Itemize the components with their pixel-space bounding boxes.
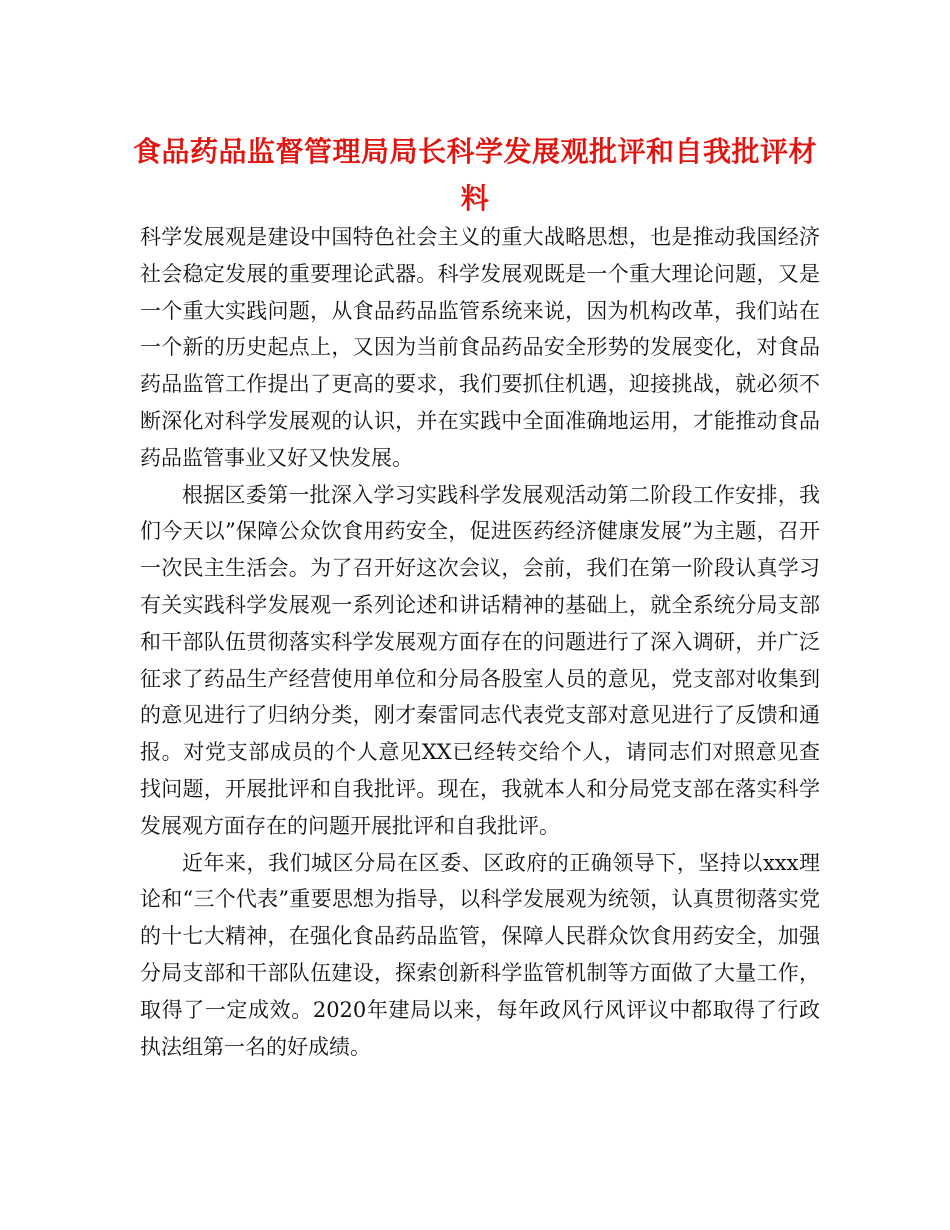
document-body — [140, 219, 820, 1065]
document-title: 食品药品监督管理局局长科学发展观批评和自我批评材料 — [132, 135, 817, 215]
paragraph-3: 近年来，我们城区分局在区委、区政府的正确领导下，坚持以xxx理论和“三个代表”重要思想为指导，以科学发展观为统领，认真贯彻落实党的十七大精神，在强化食品药品监管，保障人民群众饮食用药安全，加强分局支部和干部队伍建设，探索创新科学监管机制等方面做了大量工作，取得了一定成效。2020年建局以来，每年政风行风评议中都取得了行政执法组第一名的好成绩。 — [140, 850, 820, 1059]
paragraph-2: 根据区委第一批深入学习实践科学发展观活动第二阶段工作安排，我们今天以”保障公众饮食用药安全，促进医药经济健康发展”为主题，召开一次民主生活会。为了召开好这次会议，会前，我们在第一阶段认真学习有关实践科学发展观一系列论述和讲话精神的基础上，就全系统分局支部和干部队伍贯彻落实科学发展观方面存在的问题进行了深入调研，并广泛征求了药品生产经营使用单位和分局各股室人员的意见，党支部对收集到的意见进行了归纳分类，刚才秦雷同志代表党支部对意见进行了反馈和通报。对党支部成员的个人意见XX已经转交给个人，请同志们对照意见查找问题，开展批评和自我批评。现在，我就本人和分局党支部在落实科学发展观方面存在的问题开展批评和自我批评。 — [140, 482, 820, 838]
paragraph-1: 科学发展观是建设中国特色社会主义的重大战略思想，也是推动我国经济社会稳定发展的重要理论武器。科学发展观既是一个重大理论问题，又是一个重大实践问题，从食品药品监管系统来说，因为机构改革，我们站在一个新的历史起点上，又因为当前食品药品安全形势的发展变化，对食品药品监管工作提出了更高的要求，我们要抓住机遇，迎接挑战，就必须不断深化对科学发展观的认识，并在实践中全面准确地运用，才能推动食品药品监管事业又好又快发展。 — [140, 225, 820, 470]
